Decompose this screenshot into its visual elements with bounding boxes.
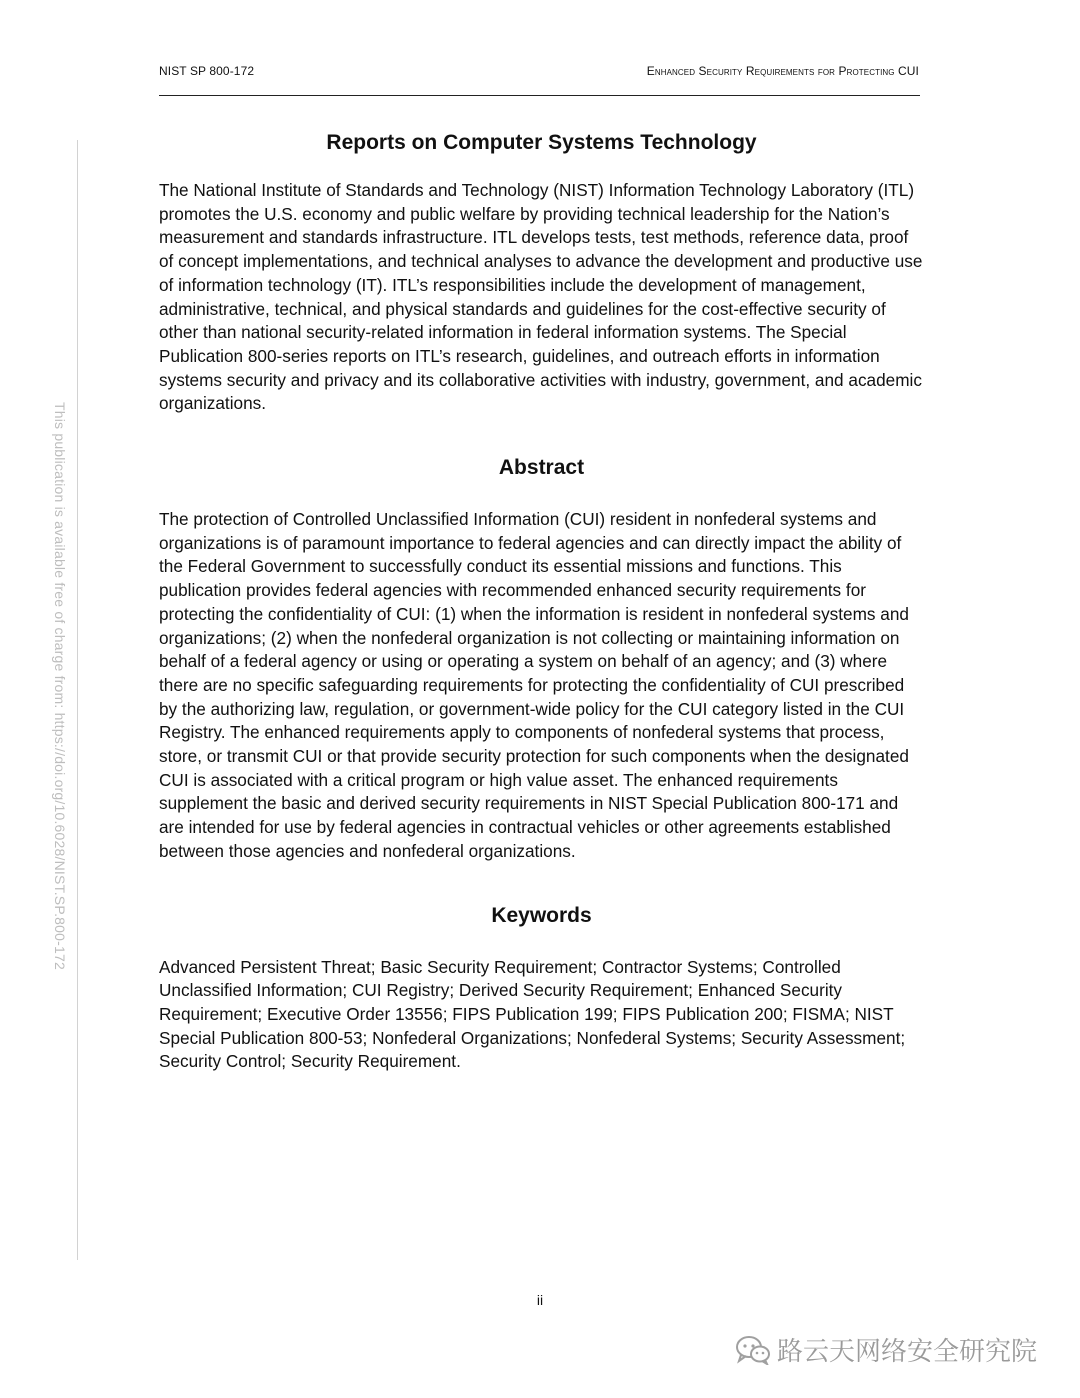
reports-heading: Reports on Computer Systems Technology <box>326 131 757 154</box>
page-number: ii <box>536 1292 544 1308</box>
availability-note: This publication is available free of charge from: https://doi.org/10.6028/NIST.SP.800-172 <box>52 402 68 970</box>
running-header-right: Enhanced Security Requirements for Protecting CUI <box>646 64 919 78</box>
running-header-left: NIST SP 800-172 <box>159 64 255 78</box>
keywords-heading: Keywords <box>491 903 592 927</box>
margin-divider <box>77 140 78 1260</box>
abstract-paragraph: The protection of Controlled Unclassified Information (CUI) resident in nonfederal systems and organizations is of paramount importance to federal agencies and can directly impact the ability of the Federal Government to successfully conduct its essential missions and functions. This publication provides federal agencies with recommended enhanced security requirements for protecting the confidentiality of CUI: (1) when the information is resident in nonfederal systems and organizations; (2) when the nonfederal organization is not collecting or maintaining information on behalf of a federal agency or using or operating a system on behalf of an agency; and (3) where there are no specific safeguarding requirements for protecting the confidentiality of CUI prescribed by the authorizing law, regulation, or government-wide policy for the CUI category listed in the CUI Registry. The enhanced requirements apply to components of nonfederal systems that process, store, or transmit CUI or that provide security protection for such components when the designated CUI is associated with a critical program or high value asset. The enhanced requirements supplement the basic and derived security requirements in NIST Special Publication 800-171 and are intended for use by federal agencies in contractual vehicles or other agreements established between those agencies and nonfederal organizations. <box>159 509 909 861</box>
page-content <box>159 127 924 1074</box>
header-divider <box>159 95 920 96</box>
reports-paragraph: The National Institute of Standards and Technology (NIST) Information Technology Laboratory (ITL) promotes the U.S. economy and public welfare by providing technical leadership for the Nation’s measurement and standards infrastructure. ITL develops tests, test methods, reference data, proof of concept implementations, and technical analyses to advance the development and productive use of information technology (IT). ITL’s responsibilities include the development of management, administrative, technical, and physical standards and guidelines for the cost-effective security of other than national security-related information in federal information systems. The Special Publication 800-series reports on ITL’s research, guidelines, and outreach efforts in information systems security and privacy and its collaborative activities with industry, government, and academic organizations. <box>159 180 923 414</box>
watermark-text: 路云天网络安全研究院 <box>777 1337 1038 1367</box>
abstract-heading: Abstract <box>498 456 585 480</box>
watermark <box>735 1331 1037 1368</box>
wechat-icon <box>735 1335 771 1365</box>
keywords-paragraph: Advanced Persistent Threat; Basic Security Requirement; Contractor Systems; Controlled Unclassified Information; CUI Registry; Derived Security Requirement; Enhanced Security Requirement; Executive Order 13556; FIPS Publication 199; FIPS Publication 200; FISMA; NIST Special Publication 800-53; Nonfederal Organizations; Nonfederal Systems; Security Assessment; Security Control; Security Requirement. <box>159 956 906 1072</box>
